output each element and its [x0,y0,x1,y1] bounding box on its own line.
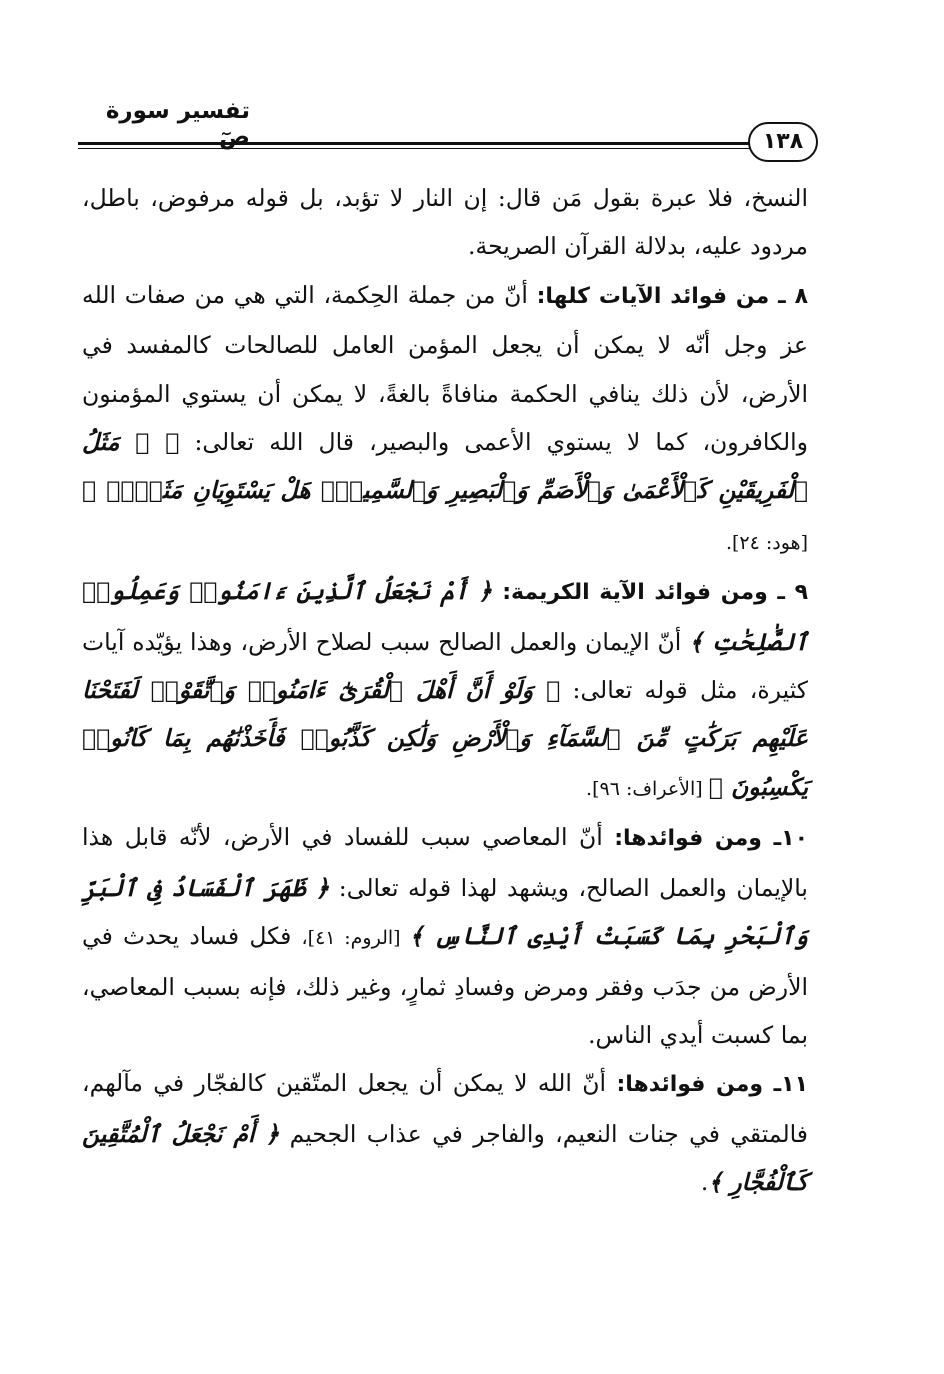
paragraph-benefit-10 [82,813,808,1059]
quran-verse: ﴿ وَلَوْ أَنَّ أَهْلَ ٱلْقُرَىٰٓ ءَامَنُوا۟ وَٱتَّقَوْا۟ لَفَتَحْنَا عَلَيْهِم بَرَكَٰتٍ مِّنَ ٱلسَّمَآءِ وَٱلْأَرْضِ وَلَٰكِن كَذَّبُوا۟ فَأَخَذْنَٰهُم بِمَا كَانُوا۟ يَكْسِبُونَ ﴾ [82,676,808,801]
paragraph-text: أنّ المعاصي سبب للفساد في الأرض، لأنّه قابل هذا بالإيمان والعمل الصالح، ويشهد لهذا قوله تعالى: [82,823,808,902]
paragraph-text: أنّ من جملة الحِكمة، التي هي من صفات الله عز وجل أنّه لا يمكن أن يجعل المؤمن العامل للصالحات كالمفسد في الأرض، لأن ذلك ينافي الحكمة منافاةً بالغةً، لا يمكن أن يستوي المؤمنون والكافرون، كما لا يستوي الأعمى والبصير، قال الله تعالى: [82,280,809,457]
quran-verse: ﴿ ۞ مَثَلُ ٱلْفَرِيقَيْنِ كَٱلْأَعْمَىٰ وَٱلْأَصَمِّ وَٱلْبَصِيرِ وَٱلسَّمِيعِۚ هَلْ يَسْتَوِيَانِ مَثَلًاۚ ﴾ [82,428,808,505]
paragraph-text: أنّ الإيمان والعمل الصالح سبب لصلاح الأرض، وهذا يؤيّده آيات كثيرة، مثل قوله تعالى: [82,627,808,705]
paragraph-continuation [82,174,808,271]
paragraph-benefit-8 [82,271,808,567]
paragraph-benefit-9 [82,567,808,813]
header-rule [78,142,768,149]
page-number: ١٣٨ [748,122,818,162]
paragraph-text: فكل فساد يحدث في الأرض من جدَب وفقر ومرض وفسادِ ثمارٍ، وغير ذلك، فإنه بسبب المعاصي، بما كسبت أيدي الناس. [82,922,808,1049]
benefit-heading: ٨ ـ من فوائد الآيات كلها: [536,283,809,309]
quran-verse: ﴿ أَمْ نَجْعَلُ ٱلَّذِينَ ءَامَنُوا۟ وَعَمِلُوا۟ ٱلصَّٰلِحَٰتِ ﴾ [82,577,808,656]
paragraph-end: . [700,1168,709,1197]
paragraph-text: النسخ، فلا عبرة بقول مَن قال: إن النار لا تؤبد، بل قوله مرفوض، باطل، مردود عليه، بدلالة القرآن الصريحة. [82,184,808,261]
benefit-heading: ١٠ـ ومن فوائدها: [614,826,809,852]
paragraph-benefit-11 [82,1059,808,1206]
benefit-heading: ٩ ـ ومن فوائد الآية الكريمة: [502,580,808,606]
verse-reference: [هود: ٢٤]. [725,531,808,554]
paragraph-text: أنّ الله لا يمكن أن يجعل المتّقين كالفجّار في مآلهم، فالمتقي في جنات النعيم، والفاجر في عذاب الجحيم [82,1069,808,1148]
verse-reference: [الروم: ٤١]، [301,927,410,950]
benefit-heading: ١١ـ ومن فوائدها: [616,1072,808,1098]
verse-reference: [الأعراف: ٩٦]. [586,777,709,800]
quran-verse: ﴿ ظَهَرَ ٱلْفَسَادُ فِى ٱلْبَرِّ وَٱلْبَحْرِ بِمَا كَسَبَتْ أَيْدِى ٱلنَّاسِ ﴾ [82,873,808,951]
text-body [82,174,808,1207]
running-title: تفسير سورة صٓ [105,98,250,150]
quran-verse: ﴿ أَمْ نَجْعَلُ ٱلْمُتَّقِينَ كَٱلْفُجَّارِ ﴾ [82,1119,808,1197]
